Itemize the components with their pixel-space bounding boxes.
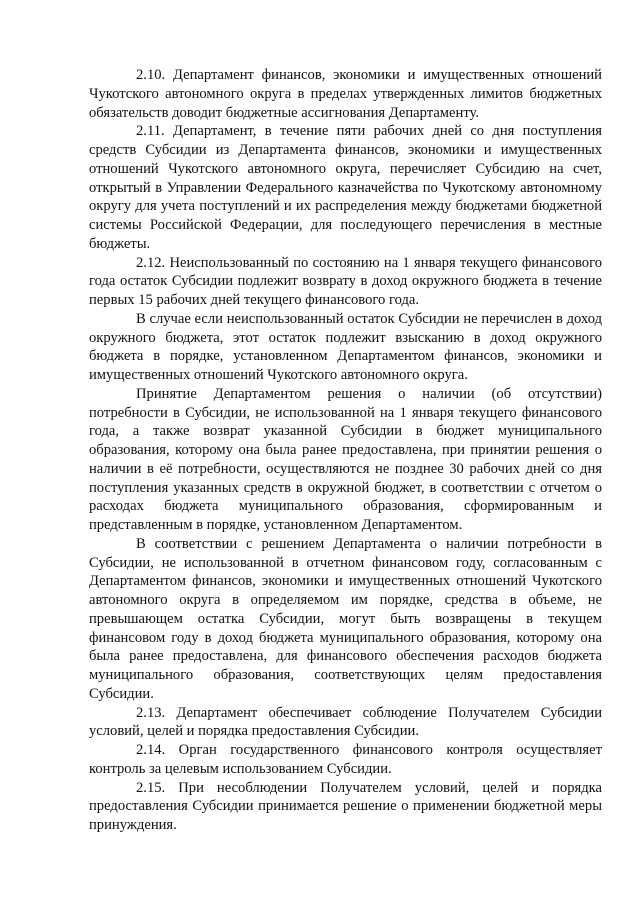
paragraph-2-14: 2.14. Орган государственного финансового контроля осуществляет контроль за целевым использованием Субсидии. [89, 742, 602, 777]
paragraph-2-12: 2.12. Неиспользованный по состоянию на 1 января текущего финансового года остаток Субсидии подлежит возврату в доход окружного бюджета в течение первых 15 рабочих дней текущего финансового года. [89, 254, 602, 308]
paragraph-2-13: 2.13. Департамент обеспечивает соблюдение Получателем Субсидии условий, целей и порядка предоставления Субсидии. [89, 704, 602, 740]
paragraph-2-11: 2.11. Департамент, в течение пяти рабочих дней со дня поступления средств Субсидии из Департамента финансов, экономики и имущественных отношений Чукотского автономного округа, перечисляет Субсидию на счет, открытый в Управлении Федерального казначейства по Чукотскому автономному округу для учета поступлений и их распределения между бюджетами бюджетной системы Российской Федерации, для последующего перечисления в местные бюджеты. [89, 123, 602, 252]
paragraph-return-funds: В соответствии с решением Департамента о наличии потребности в Субсидии, не использованной в отчетном финансовом году, согласованным с Департаментом финансов, экономики и имущественных отношений Чукотского автономного округа в определяемом им порядке, средства в объеме, не превышающем остатка Субсидии, могут быть возвращены в текущем финансовом году в доход бюджета муниципального образования, которому она была ранее предоставлена, для финансового обеспечения расходов бюджета муниципального образования, соответствующих целям предоставления Субсидии. [89, 535, 602, 702]
paragraph-2-15: 2.15. При несоблюдении Получателем условий, целей и порядка предоставления Субсидии принимается решение о применении бюджетной меры принуждения. [89, 779, 602, 833]
document-page [89, 66, 602, 835]
paragraph-2-10: 2.10. Департамент финансов, экономики и имущественных отношений Чукотского автономного округа в пределах утвержденных лимитов бюджетных обязательств доводит бюджетные ассигнования Департаменту. [89, 67, 602, 121]
paragraph-unspent-balance: В случае если неиспользованный остаток Субсидии не перечислен в доход окружного бюджета, этот остаток подлежит взысканию в доход окружного бюджета в порядке, установленном Департаментом финансов, экономики и имущественных отношений Чукотского автономного округа. [89, 310, 602, 383]
paragraph-need-decision: Принятие Департаментом решения о наличии (об отсутствии) потребности в Субсидии, не использованной на 1 января текущего финансового года, а также возврат указанной Субсидии в бюджет муниципального образования, которому она была ранее предоставлена, при принятии решения о наличии в её потребности, осуществляются не позднее 30 рабочих дней со дня поступления указанных средств в окружной бюджет, в соответствии с отчетом о расходах бюджета муниципального образования, сформированным и представленным в порядке, установленном Департаментом. [89, 385, 602, 533]
